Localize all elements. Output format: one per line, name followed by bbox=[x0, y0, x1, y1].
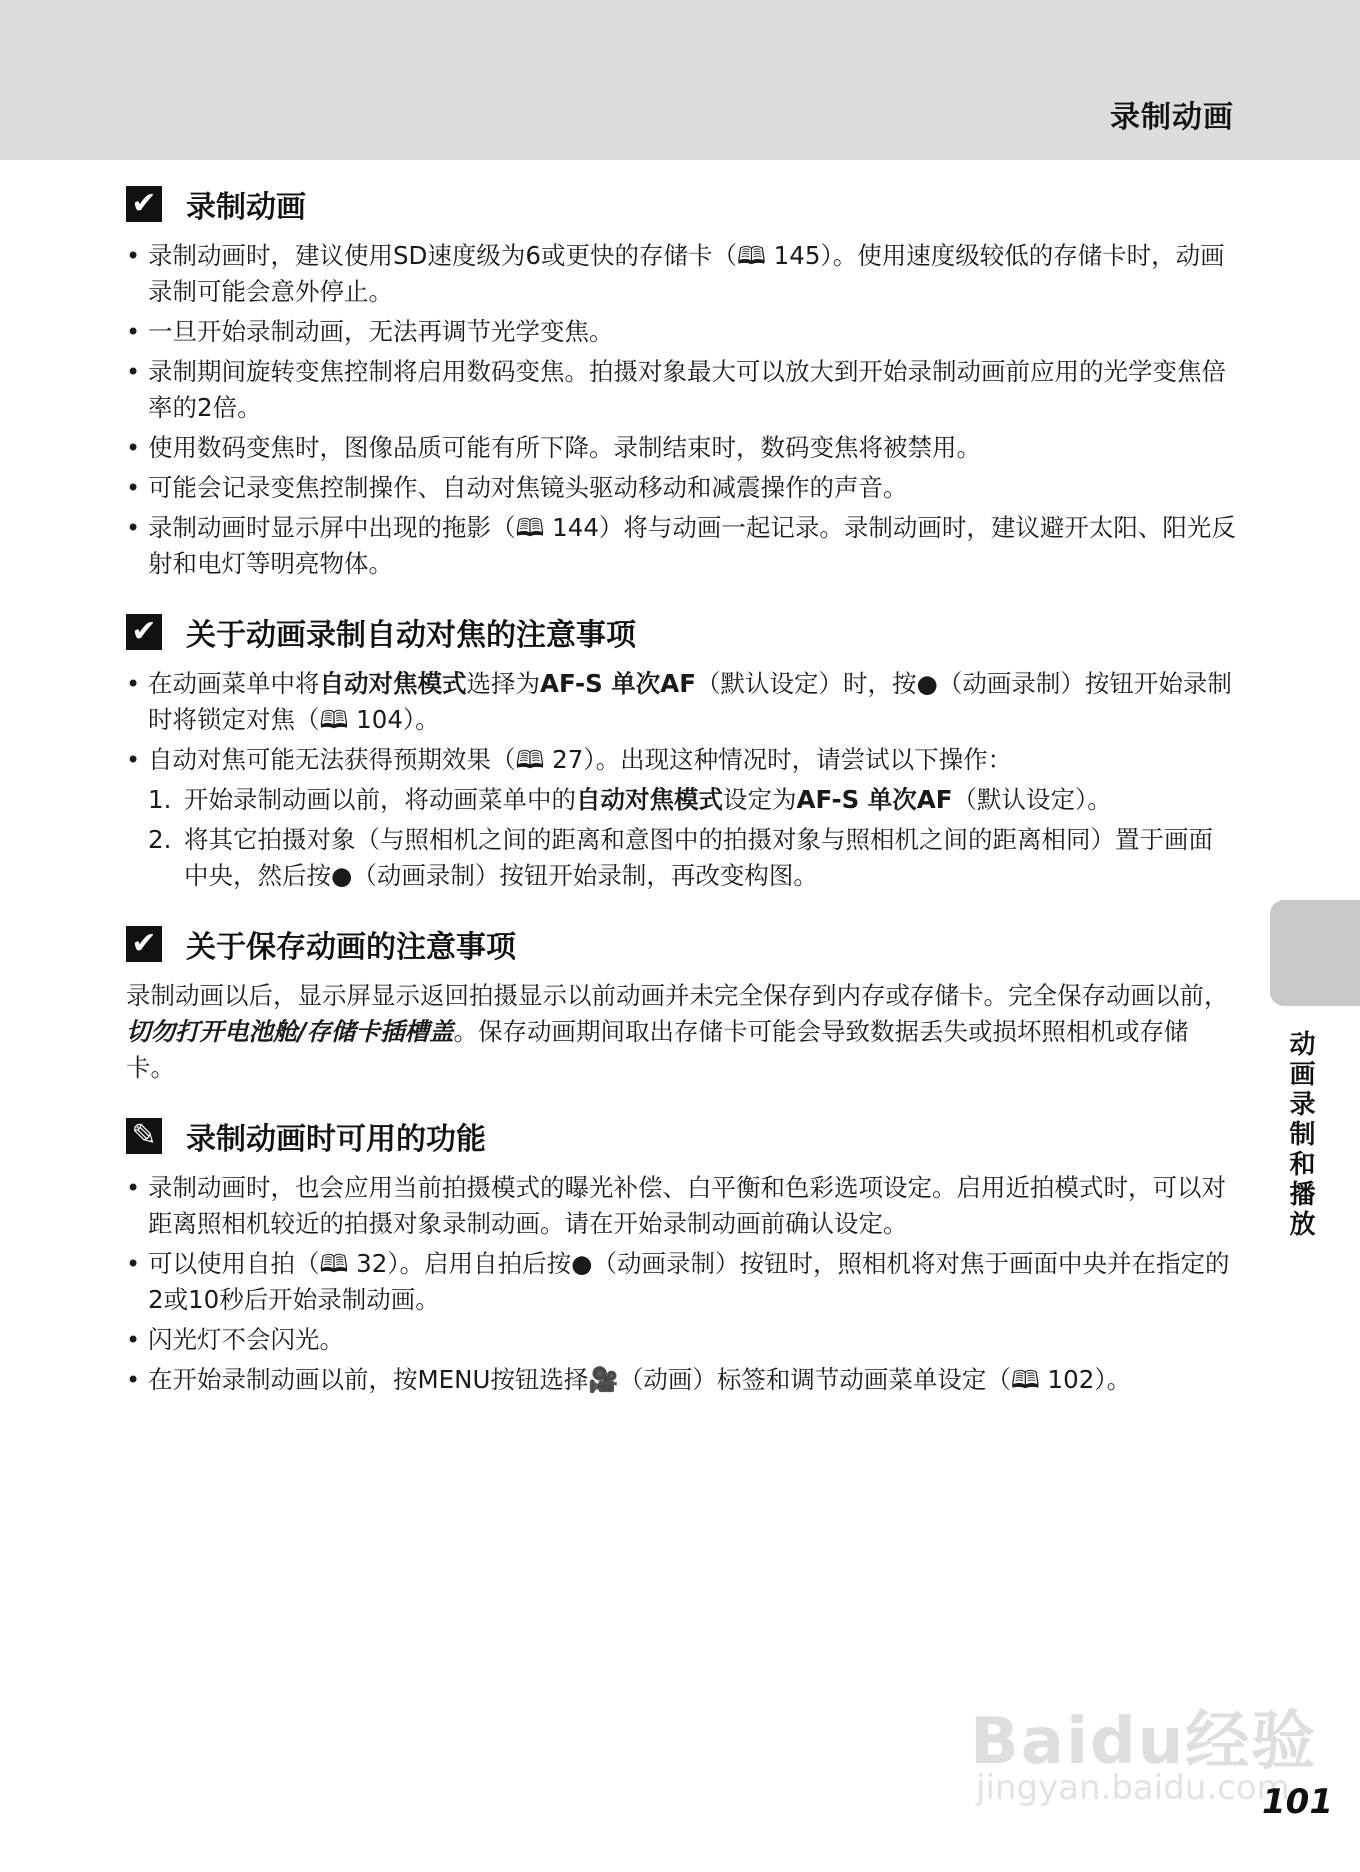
section-title: 关于动画录制自动对焦的注意事项 bbox=[186, 618, 636, 653]
watermark-url: jingyan.baidu.com bbox=[976, 1768, 1290, 1808]
list-item bbox=[126, 666, 1236, 738]
section-title: 录制动画时可用的功能 bbox=[186, 1122, 486, 1157]
text-run: 。保存动画期间取出存储卡可能会导致数据丢失或损坏照相机或存储卡。 bbox=[126, 1017, 1189, 1082]
text-run: （默认设定）时，按●（动画录制）按钮开始录制时将锁定对焦（🕮 104）。 bbox=[148, 669, 1232, 734]
list-item: • 录制期间旋转变焦控制将启用数码变焦。拍摄对象最大可以放大到开始录制动画前应用的光学变焦倍率的2倍。 bbox=[126, 354, 1236, 426]
section-title: 录制动画 bbox=[186, 190, 306, 225]
text-run: （默认设定）。 bbox=[952, 785, 1112, 814]
header-band bbox=[0, 0, 1360, 160]
text-run: 在动画菜单中将 bbox=[148, 669, 320, 698]
numbered-steps bbox=[126, 782, 1236, 894]
text-run: 将其它拍摄对象（与照相机之间的距离和意图中的拍摄对象与照相机之间的距离相同）置于画面中央，然后按●（动画录制）按钮开始录制，再改变构图。 bbox=[184, 825, 1213, 890]
step-item bbox=[148, 822, 1236, 894]
section-title: 关于保存动画的注意事项 bbox=[186, 930, 516, 965]
check-icon: ✔ bbox=[126, 186, 162, 222]
bullet-list bbox=[126, 1170, 1236, 1398]
single-af-term: AF-S 单次AF bbox=[796, 785, 953, 814]
list-item: • 可能会记录变焦控制操作、自动对焦镜头驱动移动和减震操作的声音。 bbox=[126, 470, 1236, 506]
section-heading bbox=[126, 178, 1236, 230]
list-item: • 录制动画时显示屏中出现的拖影（🕮 144）将与动画一起记录。录制动画时，建议避开太阳、阳光反射和电灯等明亮物体。 bbox=[126, 510, 1236, 582]
section-heading bbox=[126, 918, 1236, 970]
text-run: 选择为 bbox=[466, 669, 540, 698]
text-run: 设定为 bbox=[723, 785, 797, 814]
list-item: • 录制动画时，也会应用当前拍摄模式的曝光补偿、白平衡和色彩选项设定。启用近拍模式时，可以对距离照相机较近的拍摄对象录制动画。请在开始录制动画前确认设定。 bbox=[126, 1170, 1236, 1242]
list-item: • 自动对焦可能无法获得预期效果（🕮 27）。出现这种情况时，请尝试以下操作： bbox=[126, 742, 1236, 778]
text-run: 开始录制动画以前，将动画菜单中的 bbox=[184, 785, 576, 814]
check-icon: ✔ bbox=[126, 614, 162, 650]
step-number: 2. bbox=[148, 825, 172, 854]
step-number: 1. bbox=[148, 785, 172, 814]
section-autofocus-notes bbox=[126, 606, 1236, 894]
list-item: • 闪光灯不会闪光。 bbox=[126, 1322, 1236, 1358]
list-item: • 一旦开始录制动画，无法再调节光学变焦。 bbox=[126, 314, 1236, 350]
page-title: 录制动画 bbox=[1110, 100, 1234, 135]
bullet-list bbox=[126, 666, 1236, 778]
side-tab bbox=[1270, 900, 1360, 1006]
pencil-note-icon: ✎ bbox=[126, 1118, 162, 1154]
step-item bbox=[148, 782, 1236, 818]
list-item: • 使用数码变焦时，图像品质可能有所下降。录制结束时，数码变焦将被禁用。 bbox=[126, 430, 1236, 466]
warning-emphasis: 切勿打开电池舱/存储卡插槽盖 bbox=[126, 1017, 454, 1046]
section-saving-notes bbox=[126, 918, 1236, 1086]
main-content bbox=[126, 178, 1236, 1422]
bullet-list bbox=[126, 238, 1236, 582]
autofocus-mode-term: 自动对焦模式 bbox=[319, 669, 467, 698]
section-available-functions bbox=[126, 1110, 1236, 1398]
list-item: • 可以使用自拍（🕮 32）。启用自拍后按●（动画录制）按钮时，照相机将对焦于画面中央并在指定的2或10秒后开始录制动画。 bbox=[126, 1246, 1236, 1318]
list-item: • 在开始录制动画以前，按MENU按钮选择🎥（动画）标签和调节动画菜单设定（🕮 102）。 bbox=[126, 1362, 1236, 1398]
section-recording-movies bbox=[126, 178, 1236, 582]
text-run: 录制动画以后，显示屏显示返回拍摄显示以前动画并未完全保存到内存或存储卡。完全保存动画以前， bbox=[126, 981, 1229, 1010]
autofocus-mode-term: 自动对焦模式 bbox=[576, 785, 723, 814]
paragraph bbox=[126, 978, 1236, 1086]
check-icon: ✔ bbox=[126, 926, 162, 962]
side-tab-label: 动画录制和播放 bbox=[1285, 1030, 1315, 1240]
watermark-logo: Baidu经验 bbox=[970, 1705, 1318, 1779]
list-item: • 录制动画时，建议使用SD速度级为6或更快的存储卡（🕮 145）。使用速度级较低的存储卡时，动画录制可能会意外停止。 bbox=[126, 238, 1236, 310]
section-heading bbox=[126, 606, 1236, 658]
section-heading bbox=[126, 1110, 1236, 1162]
single-af-term: AF-S 单次AF bbox=[540, 669, 696, 698]
page-number: 101 bbox=[1262, 1782, 1333, 1822]
